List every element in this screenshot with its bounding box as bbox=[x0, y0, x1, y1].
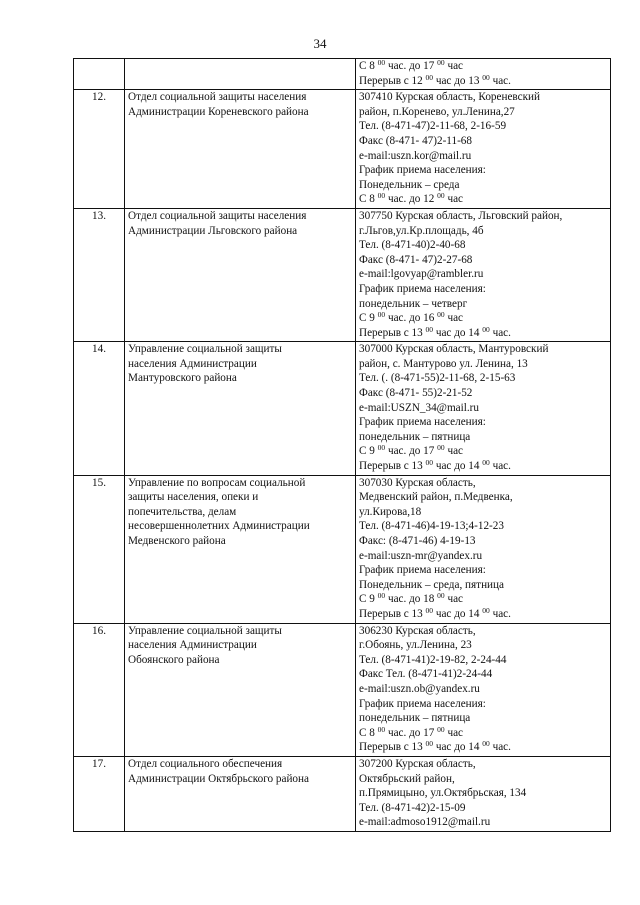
contact-line bbox=[359, 415, 607, 430]
time-superscript: 00 bbox=[377, 310, 386, 320]
table-row bbox=[74, 756, 611, 831]
table-row bbox=[74, 475, 611, 623]
contact-text: Перерыв с 13 bbox=[359, 326, 426, 339]
contact-text: e-mail:uszn-mr@yandex.ru bbox=[359, 549, 483, 562]
contact-text: Факс (8-471- 47)2-11-68 bbox=[359, 134, 472, 147]
contact-text: час. до 12 bbox=[385, 193, 438, 206]
organization-line: Управление социальной защиты bbox=[128, 624, 282, 637]
contact-text: Факс (8-471- 55)2-21-52 bbox=[359, 387, 473, 400]
contact-line bbox=[359, 253, 607, 268]
contact-line bbox=[359, 815, 607, 830]
contact-text: час. до 16 bbox=[385, 312, 438, 325]
contact-text: час. bbox=[489, 741, 511, 754]
contact-text: С 8 bbox=[359, 726, 378, 739]
contact-text: час bbox=[444, 445, 464, 458]
contact-line bbox=[359, 74, 607, 89]
contact-text: Понедельник – среда, пятница bbox=[359, 578, 504, 591]
contact-text: час. до 18 bbox=[385, 593, 438, 606]
contact-line bbox=[359, 505, 607, 520]
contact-text: С 9 bbox=[359, 445, 378, 458]
contact-text: час bbox=[444, 593, 464, 606]
contact-line bbox=[359, 534, 607, 549]
contact-text: Факс (8-471- 47)2-27-68 bbox=[359, 253, 473, 266]
contact-text: час до 14 bbox=[433, 607, 483, 620]
contact-line bbox=[359, 238, 607, 253]
contact-line bbox=[359, 149, 607, 164]
contact-text: Понедельник – среда bbox=[359, 178, 460, 191]
contact-text: час bbox=[444, 312, 464, 325]
time-superscript: 00 bbox=[377, 58, 386, 67]
organization-name bbox=[125, 623, 356, 756]
page-number: 34 bbox=[313, 36, 327, 51]
organization-line: Администрации Октябрьского района bbox=[128, 772, 309, 785]
organization-line: Обоянского района bbox=[128, 653, 220, 666]
contact-text: e-mail:lgovyap@rambler.ru bbox=[359, 268, 484, 281]
organization-line: защиты населения, опеки и bbox=[128, 491, 259, 504]
contact-text: Октябрьский район, bbox=[359, 772, 455, 785]
contact-line bbox=[359, 578, 607, 593]
contact-text: e-mail:uszn.kor@mail.ru bbox=[359, 149, 472, 162]
time-superscript: 00 bbox=[425, 458, 434, 468]
contact-line bbox=[359, 178, 607, 193]
contact-line bbox=[359, 163, 607, 178]
contact-text: Тел. (. (8-471-55)2-11-68, 2-15-63 bbox=[359, 372, 516, 385]
contact-line bbox=[359, 134, 607, 149]
contact-line bbox=[359, 105, 607, 120]
contact-text: понедельник – четверг bbox=[359, 297, 468, 310]
table-row bbox=[74, 59, 611, 90]
time-superscript: 00 bbox=[425, 739, 434, 749]
row-number: 12. bbox=[74, 90, 125, 209]
contact-line bbox=[359, 757, 607, 772]
row-number bbox=[74, 59, 125, 90]
contact-line bbox=[359, 444, 607, 459]
contact-text: час до 13 bbox=[433, 74, 483, 87]
organization-line: Отдел социальной защиты населения bbox=[128, 209, 307, 222]
contact-text: С 9 bbox=[359, 312, 378, 325]
table-row bbox=[74, 208, 611, 341]
contact-text: час. bbox=[489, 460, 511, 473]
contact-line bbox=[359, 430, 607, 445]
time-superscript: 00 bbox=[482, 72, 490, 82]
contact-line bbox=[359, 192, 607, 207]
organization-name bbox=[125, 342, 356, 475]
contact-info bbox=[356, 90, 611, 209]
contact-text: 307200 Курская область, bbox=[359, 757, 476, 770]
organization-line: Мантуровского района bbox=[128, 372, 237, 385]
contact-line bbox=[359, 786, 607, 801]
contact-text: час до 14 bbox=[433, 741, 483, 754]
contact-text: Факс: (8-471-46) 4-19-13 bbox=[359, 535, 476, 547]
row-number: 17. bbox=[74, 756, 125, 831]
contact-line bbox=[359, 267, 607, 282]
contact-text: район, п.Коренево, ул.Ленина,27 bbox=[359, 105, 515, 118]
contact-line bbox=[359, 740, 607, 755]
table-row bbox=[74, 623, 611, 756]
organization-name bbox=[125, 208, 356, 341]
contact-text: e-mail:USZN_34@mail.ru bbox=[359, 401, 479, 414]
contact-text: e-mail:admoso1912@mail.ru bbox=[359, 816, 491, 829]
contact-line bbox=[359, 357, 607, 372]
time-superscript: 00 bbox=[377, 443, 386, 453]
organization-line: попечительства, делам bbox=[128, 505, 237, 518]
contact-text: Тел. (8-471-46)4-19-13;4-12-23 bbox=[359, 520, 504, 533]
contact-text: час до 14 bbox=[433, 326, 483, 339]
contact-line bbox=[359, 371, 607, 386]
contact-line bbox=[359, 459, 607, 474]
contact-line bbox=[359, 667, 607, 682]
contact-line bbox=[359, 282, 607, 297]
contact-text: Факс Тел. (8-471-41)2-24-44 bbox=[359, 668, 493, 681]
time-superscript: 00 bbox=[377, 724, 386, 734]
contact-text: час. bbox=[489, 74, 511, 87]
contact-line bbox=[359, 476, 607, 491]
contact-line bbox=[359, 209, 607, 224]
contact-text: Тел. (8-471-40)2-40-68 bbox=[359, 239, 466, 252]
contact-text: График приема населения: bbox=[359, 164, 486, 177]
contact-info bbox=[356, 475, 611, 623]
contact-line bbox=[359, 490, 607, 505]
time-superscript: 00 bbox=[437, 443, 445, 453]
contact-text: График приема населения: bbox=[359, 564, 486, 577]
contact-text: час bbox=[444, 726, 464, 739]
contact-line bbox=[359, 519, 607, 534]
contact-text: г.Обоянь, ул.Ленина, 23 bbox=[359, 639, 472, 652]
contact-text: район, с. Мантурово ул. Ленина, 13 bbox=[359, 357, 528, 370]
contact-text: час. до 17 bbox=[385, 60, 438, 72]
time-superscript: 00 bbox=[377, 191, 386, 201]
time-superscript: 00 bbox=[437, 724, 445, 734]
contact-text: График приема населения: bbox=[359, 697, 486, 710]
contact-line bbox=[359, 326, 607, 341]
contact-text: Медвенский район, п.Медвенка, bbox=[359, 491, 513, 504]
time-superscript: 00 bbox=[425, 605, 434, 615]
contact-line bbox=[359, 224, 607, 239]
time-superscript: 00 bbox=[482, 605, 490, 615]
organization-line: населения Администрации bbox=[128, 639, 257, 652]
organization-line: Управление по вопросам социальной bbox=[128, 476, 306, 489]
time-superscript: 00 bbox=[377, 591, 386, 601]
table-row bbox=[74, 342, 611, 475]
organization-name bbox=[125, 59, 356, 90]
contact-text: График приема населения: bbox=[359, 282, 486, 295]
contact-line bbox=[359, 653, 607, 668]
contact-text: г.Льгов,ул.Кр.площадь, 4б bbox=[359, 224, 484, 237]
contact-line bbox=[359, 59, 607, 74]
organization-name bbox=[125, 756, 356, 831]
organization-name bbox=[125, 475, 356, 623]
row-number: 16. bbox=[74, 623, 125, 756]
contact-text: час. до 17 bbox=[385, 445, 438, 458]
organization-line: Отдел социального обеспечения bbox=[128, 757, 283, 770]
contact-text: час bbox=[444, 60, 464, 72]
contact-line bbox=[359, 801, 607, 816]
contact-text: понедельник – пятница bbox=[359, 712, 471, 725]
contact-text: График приема населения: bbox=[359, 416, 486, 429]
contact-text: час. bbox=[489, 607, 511, 620]
organization-line: Администрации Кореневского района bbox=[128, 105, 309, 118]
contact-line bbox=[359, 563, 607, 578]
organization-name bbox=[125, 90, 356, 209]
contact-text: час. bbox=[489, 326, 511, 339]
organization-line: Администрации Льговского района bbox=[128, 224, 298, 237]
contact-line bbox=[359, 682, 607, 697]
contact-text: п.Прямицыно, ул.Октябрьская, 134 bbox=[359, 787, 527, 800]
time-superscript: 00 bbox=[437, 58, 445, 67]
time-superscript: 00 bbox=[425, 72, 434, 82]
contact-text: Тел. (8-471-42)2-15-09 bbox=[359, 801, 466, 814]
time-superscript: 00 bbox=[482, 739, 490, 749]
contact-info bbox=[356, 59, 611, 90]
table-row bbox=[74, 90, 611, 209]
contact-text: 307410 Курская область, Кореневский bbox=[359, 91, 541, 104]
contact-text: e-mail:uszn.ob@yandex.ru bbox=[359, 682, 480, 695]
time-superscript: 00 bbox=[437, 310, 445, 320]
contact-text: понедельник – пятница bbox=[359, 430, 471, 443]
contact-text: Перерыв с 13 bbox=[359, 460, 426, 473]
contact-text: час до 14 bbox=[433, 460, 483, 473]
contact-line bbox=[359, 624, 607, 639]
contact-text: 307000 Курская область, Мантуровский bbox=[359, 343, 549, 356]
row-number: 15. bbox=[74, 475, 125, 623]
time-superscript: 00 bbox=[437, 191, 445, 201]
time-superscript: 00 bbox=[437, 591, 445, 601]
contact-text: 306230 Курская область, bbox=[359, 624, 476, 637]
organization-line: населения Администрации bbox=[128, 357, 257, 370]
contact-line bbox=[359, 711, 607, 726]
contact-text: С 9 bbox=[359, 593, 378, 606]
contact-info bbox=[356, 623, 611, 756]
contact-text: Перерыв с 12 bbox=[359, 74, 426, 87]
contact-line bbox=[359, 697, 607, 712]
contact-info bbox=[356, 208, 611, 341]
contacts-table bbox=[73, 58, 611, 832]
contact-info bbox=[356, 342, 611, 475]
contact-text: ул.Кирова,18 bbox=[359, 505, 422, 518]
contact-line bbox=[359, 549, 607, 564]
contact-text: час bbox=[444, 193, 464, 206]
contact-line bbox=[359, 772, 607, 787]
contact-line bbox=[359, 401, 607, 416]
contact-line bbox=[359, 311, 607, 326]
time-superscript: 00 bbox=[482, 324, 490, 334]
contact-text: Тел. (8-471-47)2-11-68, 2-16-59 bbox=[359, 120, 507, 133]
row-number: 14. bbox=[74, 342, 125, 475]
contact-text: Перерыв с 13 bbox=[359, 607, 426, 620]
time-superscript: 00 bbox=[425, 324, 434, 334]
organization-line: Управление социальной защиты bbox=[128, 343, 282, 356]
organization-line: Медвенского района bbox=[128, 535, 226, 547]
contact-text: Перерыв с 13 bbox=[359, 741, 426, 754]
contact-line bbox=[359, 297, 607, 312]
contact-line bbox=[359, 386, 607, 401]
contact-text: час. до 17 bbox=[385, 726, 438, 739]
organization-line: Отдел социальной защиты населения bbox=[128, 91, 307, 104]
contact-line bbox=[359, 726, 607, 741]
contact-text: Тел. (8-471-41)2-19-82, 2-24-44 bbox=[359, 653, 507, 666]
contact-line bbox=[359, 90, 607, 105]
contact-text: С 8 bbox=[359, 60, 378, 72]
row-number: 13. bbox=[74, 208, 125, 341]
contact-line bbox=[359, 638, 607, 653]
time-superscript: 00 bbox=[482, 458, 490, 468]
contact-text: 307030 Курская область, bbox=[359, 476, 476, 489]
contact-line bbox=[359, 342, 607, 357]
contact-text: 307750 Курская область, Льговский район, bbox=[359, 209, 563, 222]
contact-info bbox=[356, 756, 611, 831]
contact-text: С 8 bbox=[359, 193, 378, 206]
contact-line bbox=[359, 119, 607, 134]
contact-line bbox=[359, 592, 607, 607]
contact-line bbox=[359, 607, 607, 622]
organization-line: несовершеннолетних Администрации bbox=[128, 520, 310, 533]
